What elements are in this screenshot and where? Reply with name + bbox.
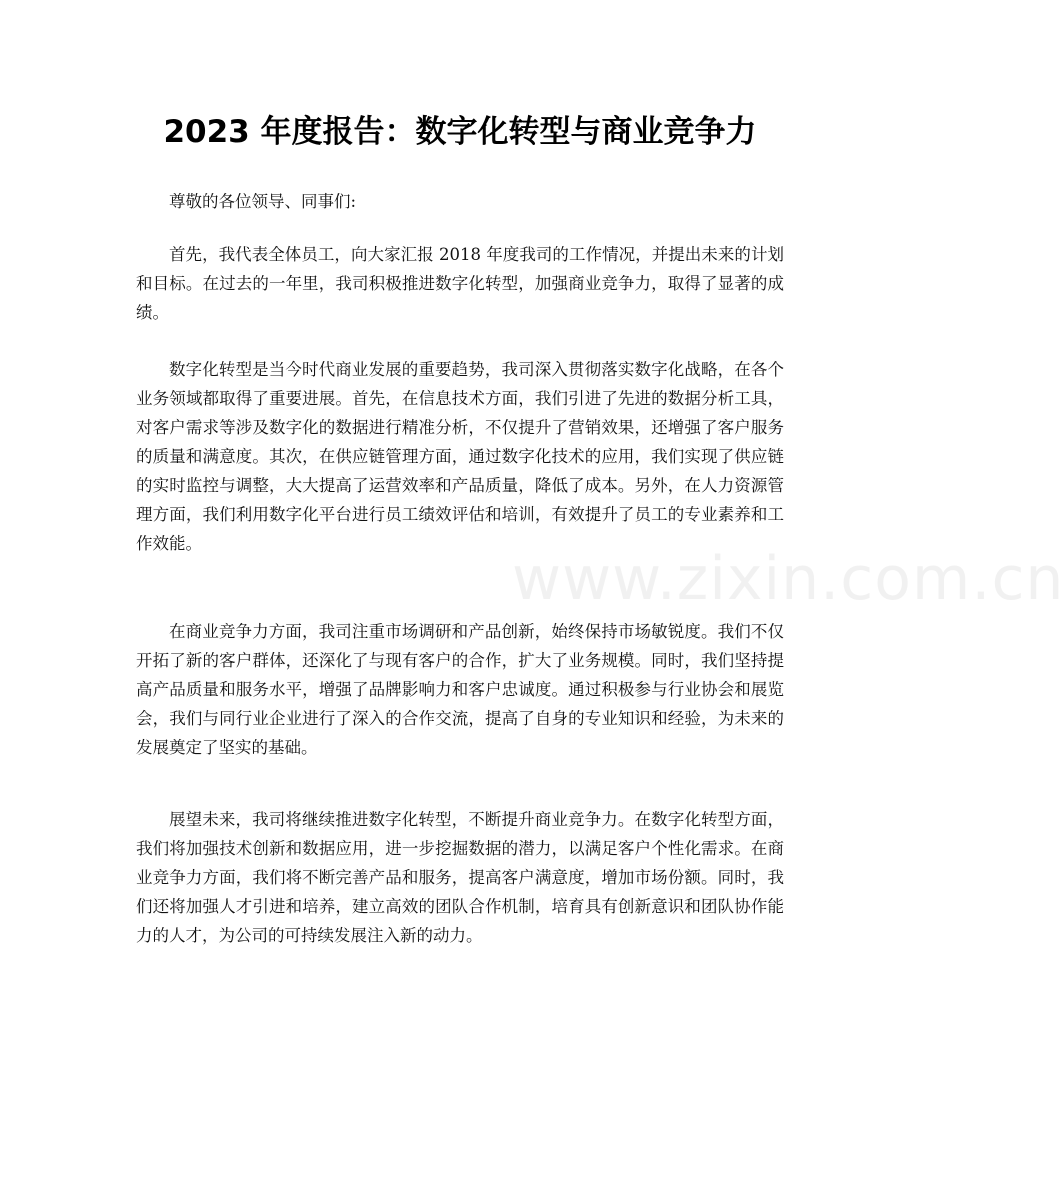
paragraph-2 <box>136 355 784 558</box>
paragraph-3 <box>136 617 784 762</box>
paragraph-text: 首先，我代表全体员工，向大家汇报 2018 年度我司的工作情况，并提出未来的计划和目标。在过去的一年里，我司积极推进数字化转型，加强商业竞争力，取得了显著的成绩。 <box>136 245 784 322</box>
paragraph-text: 在商业竞争力方面，我司注重市场调研和产品创新，始终保持市场敏锐度。我们不仅开拓了新的客户群体，还深化了与现有客户的合作，扩大了业务规模。同时，我们坚持提高产品质量和服务水平，增强了品牌影响力和客户忠诚度。通过积极参与行业协会和展览会，我们与同行业企业进行了深入的合作交流，提高了自身的专业知识和经验，为未来的发展奠定了坚实的基础。 <box>136 622 784 757</box>
paragraph-text: 展望未来，我司将继续推进数字化转型，不断提升商业竞争力。在数字化转型方面，我们将加强技术创新和数据应用，进一步挖掘数据的潜力，以满足客户个性化需求。在商业竞争力方面，我们将不断完善产品和服务，提高客户满意度，增加市场份额。同时，我们还将加强人才引进和培养，建立高效的团队合作机制，培育具有创新意识和团队协作能力的人才，为公司的可持续发展注入新的动力。 <box>136 810 784 945</box>
document-title: 2023 年度报告：数字化转型与商业竞争力 <box>163 114 757 150</box>
paragraph-4 <box>136 805 784 950</box>
paragraph-1 <box>136 240 784 327</box>
paragraph-text: 数字化转型是当今时代商业发展的重要趋势，我司深入贯彻落实数字化战略，在各个业务领域都取得了重要进展。首先，在信息技术方面，我们引进了先进的数据分析工具，对客户需求等涉及数字化的数据进行精准分析，不仅提升了营销效果，还增强了客户服务的质量和满意度。其次，在供应链管理方面，通过数字化技术的应用，我们实现了供应链的实时监控与调整，大大提高了运营效率和产品质量，降低了成本。另外，在人力资源管理方面，我们利用数字化平台进行员工绩效评估和培训，有效提升了员工的专业素养和工作效能。 <box>136 360 784 553</box>
greeting-text: 尊敬的各位领导、同事们: <box>169 192 357 211</box>
watermark: www.zixin.com.cn <box>512 544 1064 614</box>
greeting <box>136 187 784 216</box>
